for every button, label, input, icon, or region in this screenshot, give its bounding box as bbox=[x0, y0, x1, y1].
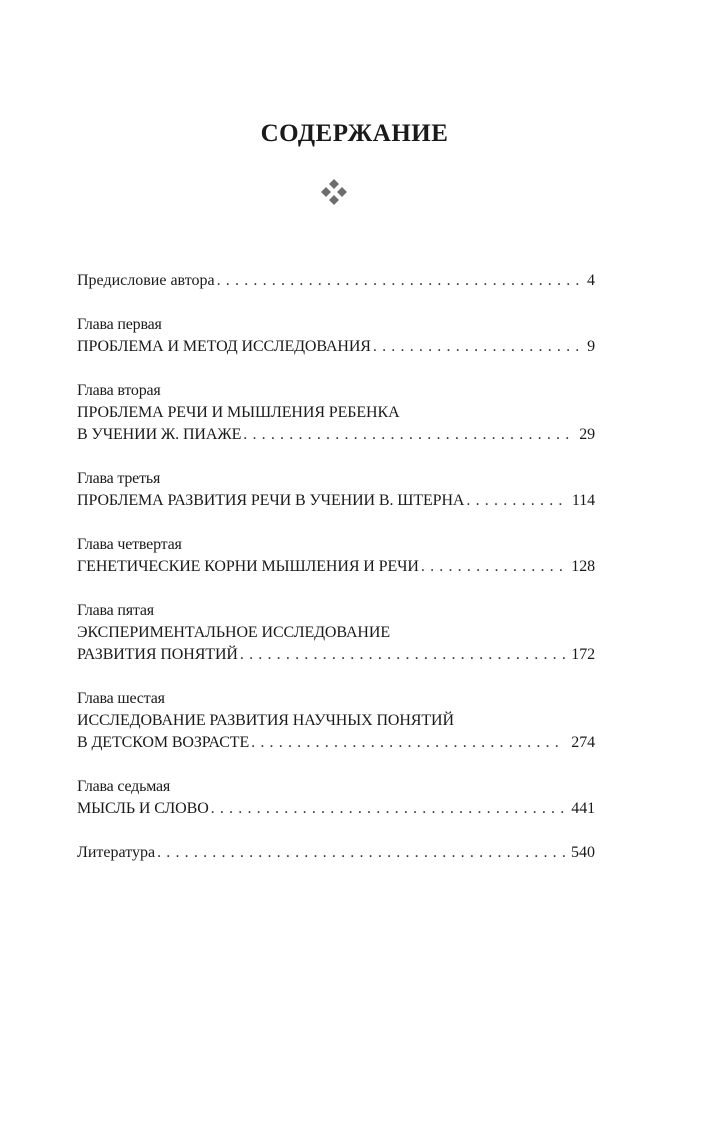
toc-entry-title-line: ЭКСПЕРИМЕНТАЛЬНОЕ ИССЛЕДОВАНИЕ bbox=[77, 624, 390, 641]
chapter-label: Глава третья bbox=[77, 470, 161, 487]
toc-entry-chapter-4[interactable] bbox=[77, 556, 595, 578]
dot-leader bbox=[211, 798, 566, 820]
diamond-cluster-ornament-icon bbox=[318, 178, 350, 208]
chapter-label: Глава пятая bbox=[77, 602, 154, 619]
toc-page-number: 29 bbox=[579, 426, 595, 443]
chapter-label: Глава шестая bbox=[77, 690, 165, 707]
chapter-label: Глава седьмая bbox=[77, 778, 171, 795]
toc-page-number: 274 bbox=[571, 734, 595, 751]
toc-page-number: 172 bbox=[571, 646, 595, 663]
toc-entry-title: РАЗВИТИЯ ПОНЯТИЙ bbox=[77, 644, 240, 666]
chapter-label: Глава первая bbox=[77, 316, 162, 333]
toc-entry-chapter-3[interactable] bbox=[77, 490, 595, 512]
dot-leader bbox=[240, 644, 565, 666]
toc-entry-title: В ДЕТСКОМ ВОЗРАСТЕ bbox=[77, 732, 251, 754]
toc-entry-title: Литература bbox=[77, 842, 157, 864]
dot-leader bbox=[217, 270, 581, 292]
dot-leader bbox=[243, 424, 573, 446]
dot-leader bbox=[373, 336, 581, 358]
toc-entry-title: ПРОБЛЕМА РАЗВИТИЯ РЕЧИ В УЧЕНИИ В. ШТЕРНА bbox=[77, 490, 466, 512]
toc-entry-title-line: ИССЛЕДОВАНИЕ РАЗВИТИЯ НАУЧНЫХ ПОНЯТИЙ bbox=[77, 712, 454, 729]
toc-entry-title-line: ПРОБЛЕМА РЕЧИ И МЫШЛЕНИЯ РЕБЕНКА bbox=[77, 404, 400, 421]
toc-page-number: 441 bbox=[571, 800, 595, 817]
toc-entry-bibliography[interactable] bbox=[77, 842, 595, 864]
toc-page-number: 540 bbox=[571, 844, 595, 861]
toc-entry-title: ГЕНЕТИЧЕСКИЕ КОРНИ МЫШЛЕНИЯ И РЕЧИ bbox=[77, 556, 421, 578]
table-of-contents bbox=[77, 270, 595, 864]
dot-leader bbox=[466, 490, 566, 512]
toc-entry-chapter-1[interactable] bbox=[77, 336, 595, 358]
toc-entry-title: В УЧЕНИИ Ж. ПИАЖЕ bbox=[77, 424, 243, 446]
dot-leader bbox=[157, 842, 565, 864]
toc-entry-title: Предисловие автора bbox=[77, 270, 217, 292]
toc-entry-chapter-5[interactable] bbox=[77, 644, 595, 666]
toc-entry-chapter-2[interactable] bbox=[77, 424, 595, 446]
page-title: СОДЕРЖАНИЕ bbox=[260, 120, 449, 147]
dot-leader bbox=[421, 556, 565, 578]
toc-entry-chapter-7[interactable] bbox=[77, 798, 595, 820]
dot-leader bbox=[251, 732, 565, 754]
toc-entry-preface[interactable] bbox=[77, 270, 595, 292]
toc-entry-chapter-6[interactable] bbox=[77, 732, 595, 754]
toc-entry-title: МЫСЛЬ И СЛОВО bbox=[77, 798, 211, 820]
toc-page-number: 114 bbox=[571, 492, 595, 509]
chapter-label: Глава вторая bbox=[77, 382, 161, 399]
toc-page-number: 128 bbox=[571, 558, 595, 575]
toc-page-number: 9 bbox=[587, 338, 595, 355]
chapter-label: Глава четвертая bbox=[77, 536, 182, 553]
toc-entry-title: ПРОБЛЕМА И МЕТОД ИССЛЕДОВАНИЯ bbox=[77, 336, 373, 358]
toc-page-number: 4 bbox=[587, 272, 595, 289]
